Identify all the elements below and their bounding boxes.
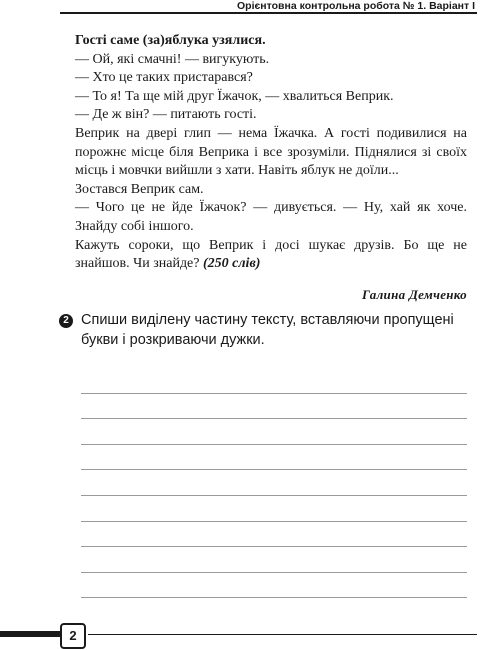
task-number-badge: 2 [59,314,73,328]
story-final-text: Кажуть сороки, що Веприк і досі шукає друзів. Бо ще не знайшов. Чи знайде? [75,237,467,272]
story-paragraph: Веприк на двері глип — нема Їжачка. А гості подивилися на порожнє місце біля Веприка і все зрозуміли. Піднялися зі своїх місць і мовчки вийшли з хати. Навіть яблук не доїли... [75,125,467,179]
word-count: (250 слів) [203,256,261,272]
writing-line[interactable] [81,573,467,599]
story-text [75,32,467,274]
writing-line[interactable] [81,419,467,445]
writing-line[interactable] [81,368,467,394]
story-line: — То я! Та ще мій друг Їжачок, — хвалиться Веприк. [75,88,394,104]
story-paragraph-final [75,237,467,274]
writing-line[interactable] [81,522,467,548]
header-title: Орієнтовна контрольна робота № 1. Варіант І [231,0,475,12]
footer-rule [88,634,477,635]
writing-line[interactable] [81,445,467,471]
story-line: — Де ж він? — питають гості. [75,107,257,123]
header-rule [60,12,477,14]
writing-line[interactable] [81,547,467,573]
story-line: Гості саме (за)яблука узялися. [75,33,266,48]
story-paragraph: — Чого це не йде Їжачок? — дивується. — Ну, хай як хоче. Знайду собі іншого. [75,200,467,234]
writing-lines [81,368,467,598]
writing-line[interactable] [81,470,467,496]
writing-line[interactable] [81,496,467,522]
author-name: Галина Демченко [361,287,467,302]
story-line: — Хто це таких пристарався? [75,70,253,86]
task-instruction: Спиши виділену частину тексту, вставляючи пропущені букви і розкриваючи дужки. [81,312,454,348]
page-number: 2 [60,623,86,649]
story-paragraph: Зостався Веприк сам. [75,181,204,197]
footer-bar [0,631,60,637]
writing-line[interactable] [81,394,467,420]
story-line: — Ой, які смачні! — вигукують. [75,51,270,67]
